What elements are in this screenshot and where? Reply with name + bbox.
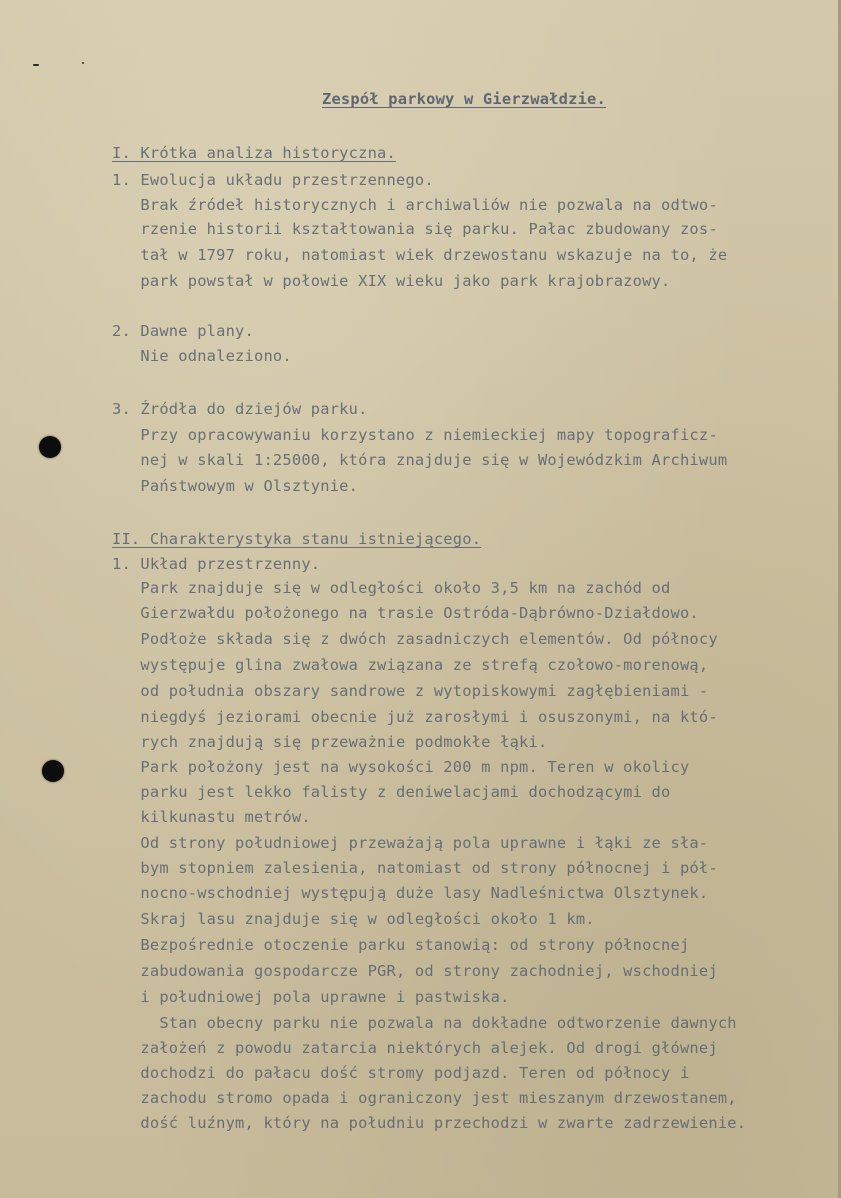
text-line: II. Charakterystyka stanu istniejącego. [112, 530, 482, 548]
text-line: park powstał w połowie XIX wieku jako park krajobrazowy. [112, 272, 671, 290]
text-line: dochodzi do pałacu dość stromy podjazd. Teren od północy i [112, 1064, 690, 1082]
text-line: niegdyś jeziorami obecnie już zarosłymi i osuszonymi, na któ- [112, 708, 718, 726]
text-line: 1. Układ przestrzenny. [112, 555, 321, 573]
text-line: Stan obecny parku nie pozwala na dokładne odtworzenie dawnych [112, 1014, 737, 1032]
text-line: Podłoże składa się z dwóch zasadniczych elementów. Od północy [112, 630, 718, 648]
text-line: nej w skali 1:25000, która znajduje się w Wojewódzkim Archiwum [112, 451, 728, 469]
text-line: występuje glina zwałowa związana ze strefą czołowo-morenową, [112, 656, 709, 674]
text-line: nocno-wschodniej występują duże lasy Nadleśnictwa Olsztynek. [112, 884, 709, 902]
text-line: 3. Źródła do dziejów parku. [112, 400, 368, 418]
speck [82, 62, 84, 64]
text-line: Bezpośrednie otoczenie parku stanowią: od strony północnej [112, 936, 690, 954]
text-line: dość luźnym, który na południu przechodzi w zwarte zadrzewienie. [112, 1114, 747, 1132]
punch-hole-upper [39, 436, 61, 458]
text-line: Park położony jest na wysokości 200 m npm. Teren w okolicy [112, 758, 690, 776]
text-line: rych znajdują się przeważnie podmokłe łąki. [112, 733, 548, 751]
text-line: Park znajduje się w odległości około 3,5 km na zachód od [112, 579, 671, 597]
text-line: zachodu stromo opada i ograniczony jest mieszanym drzewostanem, [112, 1089, 737, 1107]
text-line: parku jest lekko falisty z deniwelacjami dochodzącymi do [112, 783, 671, 801]
document-title: Zespół parkowy w Gierzwałdzie. [322, 90, 606, 108]
text-line: 1. Ewolucja układu przestrzennego. [112, 171, 434, 189]
text-line: I. Krótka analiza historyczna. [112, 144, 396, 162]
text-line: Od strony południowej przeważają pola uprawne i łąki ze sła- [112, 834, 709, 852]
text-line: tał w 1797 roku, natomiast wiek drzewostanu wskazuje na to, że [112, 246, 728, 264]
text-line: Brak źródeł historycznych i archiwaliów nie pozwala na odtwo- [112, 196, 718, 214]
text-line: Skraj lasu znajduje się w odległości około 1 km. [112, 910, 595, 928]
text-line: założeń z powodu zatarcia niektórych alejek. Od drogi głównej [112, 1039, 718, 1057]
speck [33, 64, 39, 66]
text-line: bym stopniem zalesienia, natomiast od strony północnej i pół- [112, 859, 718, 877]
text-line: Nie odnaleziono. [112, 347, 292, 365]
punch-hole-lower [42, 760, 64, 782]
text-line: zabudowania gospodarcze PGR, od strony zachodniej, wschodniej [112, 962, 718, 980]
text-line: 2. Dawne plany. [112, 322, 254, 340]
text-line: Gierzwałdu położonego na trasie Ostróda-Dąbrówno-Działdowo. [112, 604, 699, 622]
text-line: rzenie historii kształtowania się parku. Pałac zbudowany zos- [112, 220, 718, 238]
text-line: Przy opracowywaniu korzystano z niemieckiej mapy topograficz- [112, 426, 718, 444]
text-line: od południa obszary sandrowe z wytopiskowymi zagłębieniami - [112, 682, 709, 700]
text-line: Państwowym w Olsztynie. [112, 477, 359, 495]
text-line: kilkunastu metrów. [112, 808, 311, 826]
text-line: i południowej pola uprawne i pastwiska. [112, 988, 510, 1006]
